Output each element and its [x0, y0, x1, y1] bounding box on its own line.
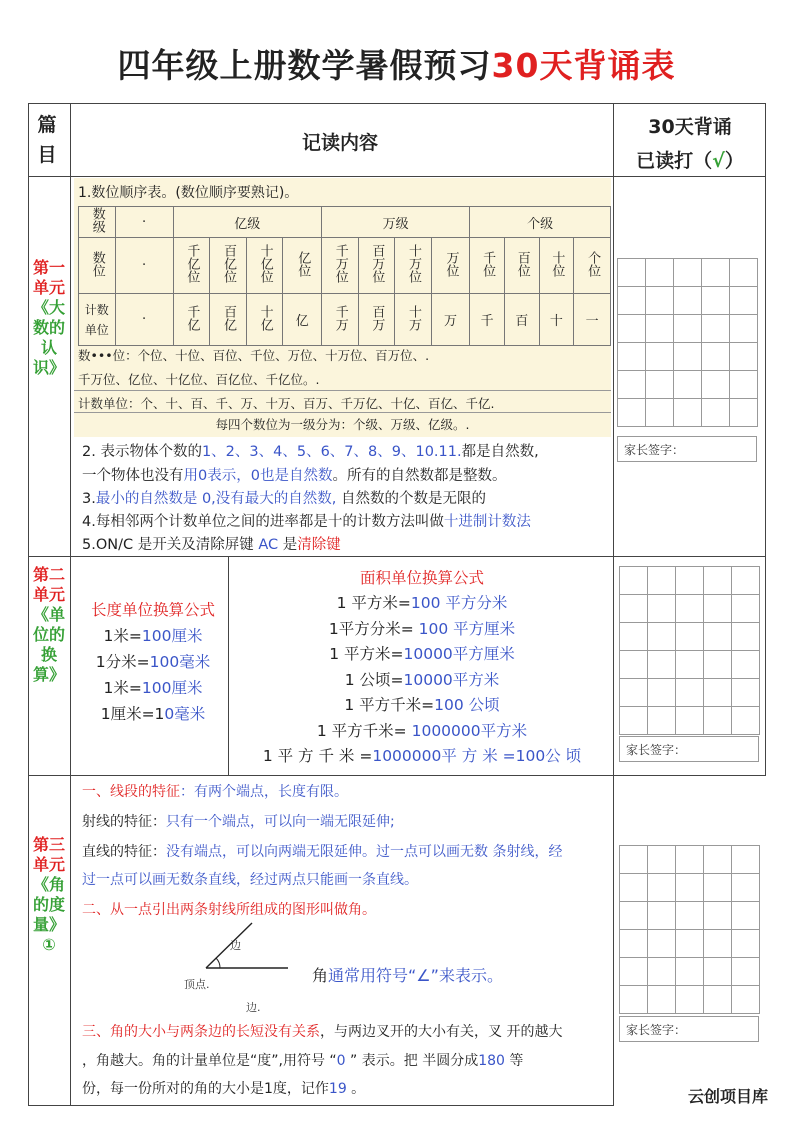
- header-bottom-border: [28, 176, 765, 177]
- place-value-grid: 数级 · 亿级 万级 个级 数位 · 千亿位 百亿位 十亿位 亿位 千万位 百万位 十万位 万位 千位 百位 十位 个位 计数单位 · 千亿 百亿 十亿 亿 千万 百万 十万 万 千 百 十 一: [78, 206, 611, 346]
- length-formula-title: 长度单位换算公式: [90, 601, 215, 619]
- area-formula-1: 1 平方米=100 平方分米: [336, 594, 508, 612]
- unit3-line3: 直线的特征：没有端点，可以向两端无限延伸。过一点可以画无数 条射线，经: [82, 844, 563, 860]
- unit3-line8: 份，每一份所对的角的大小是1度，记作19 。: [82, 1081, 366, 1097]
- counting-units-line: 计数单位：个、十、百、千、万、十万、百万、千万亿、十亿、百亿、千亿.: [78, 396, 495, 411]
- table-right-border: [765, 103, 766, 776]
- length-formula-4: 1厘米=10毫米: [100, 705, 206, 723]
- angle-ray-top: [206, 923, 252, 968]
- place-value-table: [74, 178, 611, 412]
- unit2-label: 第二单元 《单位的换算》: [32, 565, 65, 684]
- watermark: 云创项目库: [688, 1087, 769, 1106]
- unit3-line7: ，角越大。角的计量单位是“度”,用符号 “0 ” 表示。把 半圆分成180 等: [82, 1053, 524, 1069]
- table-left-border: [28, 103, 29, 1106]
- place-names-line2: 千万位、亿位、十亿位、百亿位、千亿位。.: [78, 372, 320, 387]
- place-value-footer: 每四个数位为一级分为：个级、万级、亿级。.: [74, 412, 611, 437]
- area-formula-2: 1平方分米= 100 平方厘米: [328, 620, 516, 638]
- unit3-label: 第三单元 《角的度量》 ①: [32, 835, 65, 954]
- unit1-line6: 5.ON/C 是开关及清除屏键 AC 是清除键: [82, 537, 341, 553]
- angle-vertex-label: 顶点.: [184, 978, 210, 991]
- unit3-line6: 三、角的大小与两条边的长短没有关系，与两边叉开的大小有关，叉 开的越大: [82, 1024, 563, 1040]
- unit3-checkbox-grid[interactable]: [619, 845, 760, 1014]
- unit2-checkbox-grid[interactable]: [619, 566, 760, 735]
- unit1-line4: 3.最小的自然数是 0,没有最大的自然数, 自然数的个数是无限的: [82, 491, 487, 507]
- angle-diagram: [180, 915, 320, 1015]
- table-bottom-border: [28, 1105, 613, 1106]
- unit3-parent-signature[interactable]: 家长签字：: [619, 1016, 759, 1042]
- header-col2: 记读内容: [301, 132, 378, 154]
- unit1-checkbox-grid[interactable]: [617, 258, 758, 427]
- unit3-line2: 射线的特征：只有一个端点，可以向一端无限延伸;: [82, 814, 395, 830]
- header-col3-line2: 已读打（√）: [636, 150, 744, 172]
- angle-symbol-text: 角通常用符号“∠”来表示。: [312, 966, 503, 985]
- unit1-line3: 一个物体也没有用0表示，0也是自然数。所有的自然数都是整数。: [82, 468, 507, 484]
- header-col3-line1: 30天背诵: [648, 116, 732, 138]
- unit1-label: 第一单元 《大数的认识》: [32, 258, 65, 377]
- group-yi: 亿级: [173, 207, 321, 238]
- angle-arc: [216, 958, 220, 968]
- angle-edge-top-label: 边: [230, 939, 241, 952]
- place-value-title: 1.数位顺序表。(数位顺序要熟记)。: [78, 185, 299, 201]
- group-wan: 万级: [321, 207, 469, 238]
- unit3-line4: 过一点可以画无数条直线，经过两点只能画一条直线。: [82, 872, 418, 888]
- table-top-border: [28, 103, 765, 104]
- page-title: 四年级上册数学暑假预习30天背诵表: [117, 46, 676, 85]
- area-formula-5: 1 平方千米=100 公顷: [344, 696, 500, 714]
- unit2-parent-signature[interactable]: 家长签字：: [619, 736, 759, 762]
- group-ge: 个级: [470, 207, 611, 238]
- unit2-divider: [228, 557, 229, 775]
- length-formula-1: 1米=100厘米: [103, 627, 203, 645]
- unit1-line2: 2. 表示物体个数的1、2、3、4、5、6、7、8、9、10.11.都是自然数,: [82, 444, 539, 460]
- header-col1: 篇目: [37, 114, 57, 166]
- unit3-line1: 一、线段的特征：有两个端点，长度有限。: [82, 784, 348, 800]
- unit1-parent-signature[interactable]: 家长签字：: [617, 436, 757, 462]
- column2-border: [613, 103, 614, 1106]
- unit1-bottom-border: [28, 556, 765, 557]
- column1-border: [70, 103, 71, 1106]
- area-formula-title: 面积单位换算公式: [359, 569, 484, 587]
- area-formula-6: 1 平方千米= 1000000平方米: [316, 722, 528, 740]
- length-formula-3: 1米=100厘米: [103, 679, 203, 697]
- unit1-line5: 4.每相邻两个计数单位之间的进率都是十的计数方法叫做十进制计数法: [82, 514, 531, 530]
- area-formula-7: 1 平 方 千 米 =1000000平 方 米 =100公 顷: [262, 747, 582, 765]
- place-names-line1: 数•••位：个位、十位、百位、千位、万位、十万位、百万位、.: [78, 348, 430, 363]
- unit3-line5: 二、从一点引出两条射线所组成的图形叫做角。: [82, 902, 376, 918]
- area-formula-3: 1 平方米=10000平方厘米: [329, 645, 515, 663]
- check-mark-icon: √: [712, 150, 725, 172]
- place-separator: [74, 390, 611, 391]
- unit2-bottom-border: [28, 775, 765, 776]
- length-formula-2: 1分米=100毫米: [95, 653, 211, 671]
- area-formula-4: 1 公顷=10000平方米: [344, 671, 500, 689]
- angle-edge-bottom-label: 边.: [246, 1001, 261, 1014]
